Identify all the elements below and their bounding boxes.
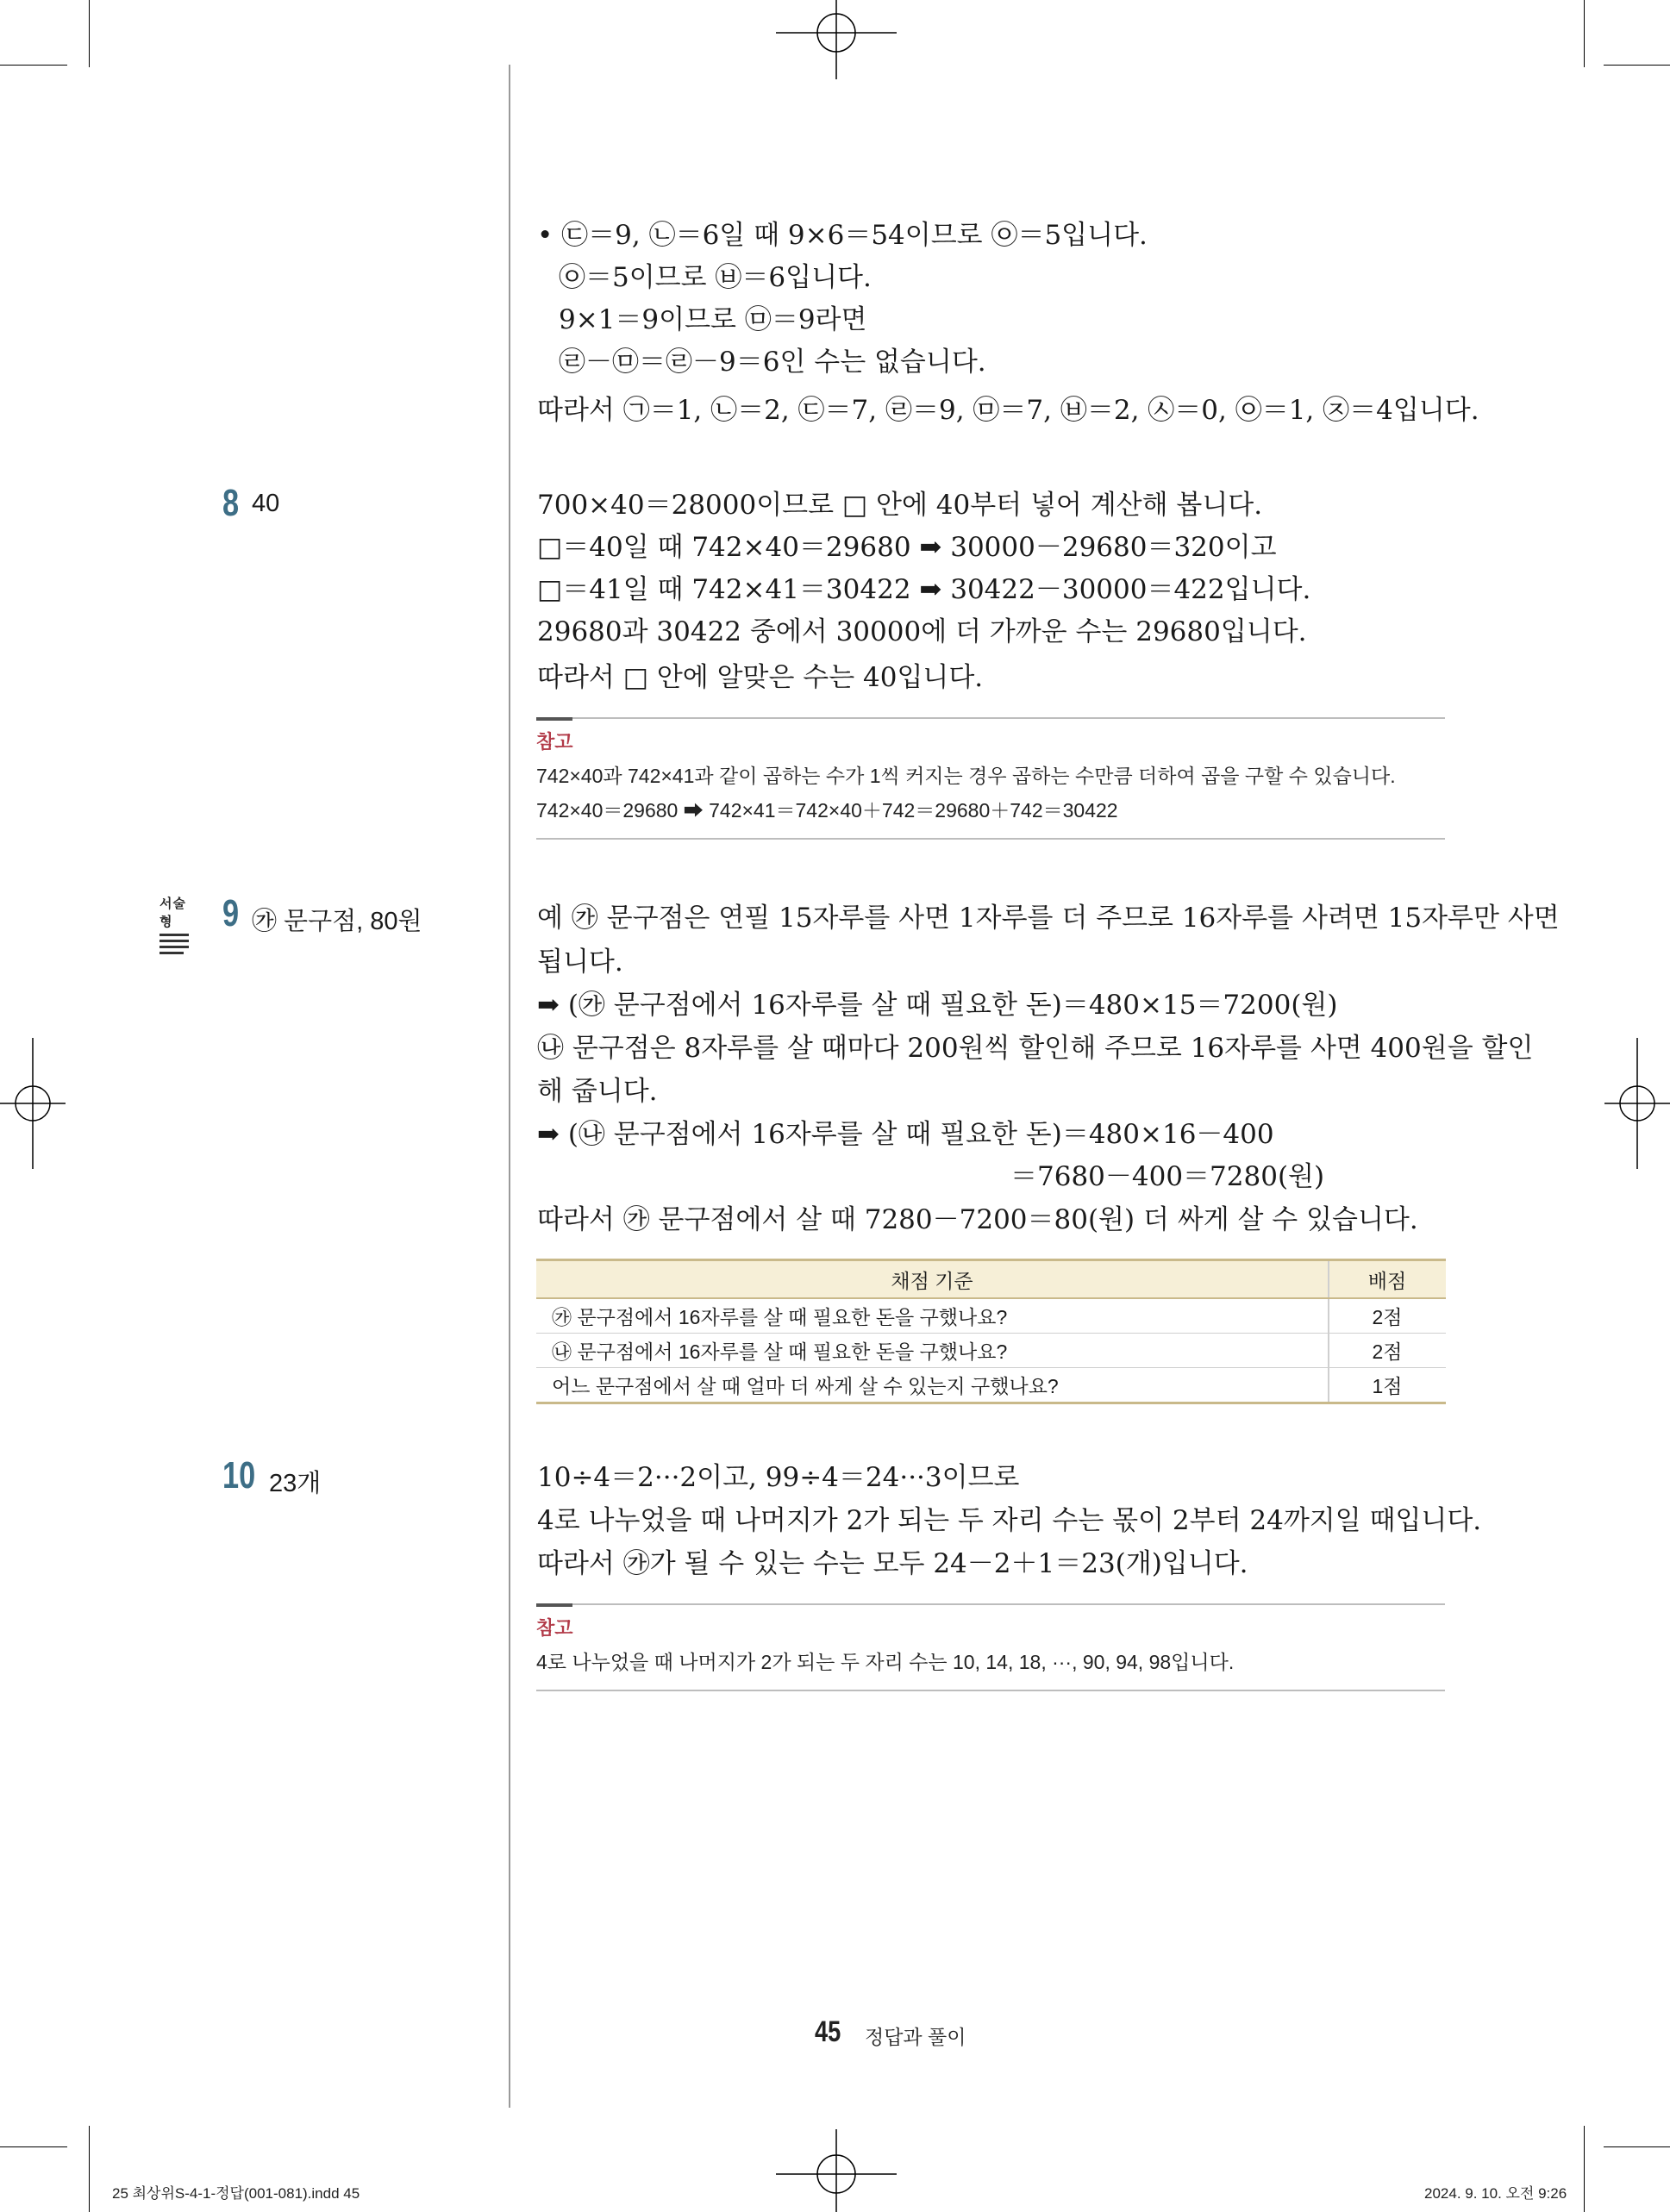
page-number: 45 — [815, 2015, 841, 2048]
crop-mark — [1604, 65, 1670, 66]
note-label: 참고 — [536, 731, 573, 753]
crop-mark — [89, 0, 90, 67]
solution-line: ㉧＝5이므로 ㉥＝6입니다. — [559, 262, 872, 293]
scoring-points: 1점 — [1329, 1368, 1446, 1403]
note-line: 742×40＝29680 ➡ 742×41＝742×40＋742＝29680＋742＝30422 — [536, 799, 1118, 822]
question-answer: ㉮ 문구점, 80원 — [252, 908, 422, 935]
question-number: 8 — [222, 482, 240, 524]
registration-mark-left — [0, 1034, 69, 1172]
solution-line: 따라서 ㉠＝1, ㉡＝2, ㉢＝7, ㉣＝9, ㉤＝7, ㉥＝2, ㉦＝0, ㉧＝1, ㉨＝4입니다. — [537, 395, 1479, 426]
crop-mark — [0, 2146, 67, 2147]
solution-line: ㉣－㉤＝㉣－9＝6인 수는 없습니다. — [559, 347, 986, 378]
table-row — [536, 1298, 1446, 1334]
solution-line: 예 ㉮ 문구점은 연필 15자루를 사면 1자루를 더 주므로 16자루를 사려면 15자루만 사면 — [537, 903, 1560, 934]
crop-mark — [1604, 2146, 1670, 2147]
solution-line: □＝41일 때 742×41＝30422 ➡ 30422－30000＝422입니다. — [537, 574, 1311, 605]
solution-line: ㉯ 문구점은 8자루를 살 때마다 200원씩 할인해 주므로 16자루를 사면 400원을 할인 — [537, 1033, 1534, 1064]
essay-badge — [159, 894, 189, 954]
solution-line: ➡ (㉮ 문구점에서 16자루를 살 때 필요한 돈)＝480×15＝7200(원) — [537, 990, 1338, 1021]
question-number: 9 — [222, 892, 240, 934]
reference-note — [536, 1603, 1445, 1691]
scoring-points: 2점 — [1329, 1334, 1446, 1368]
column-divider — [509, 65, 510, 2108]
solution-line: • ㉢＝9, ㉡＝6일 때 9×6＝54이므로 ㉧＝5입니다. — [537, 220, 1148, 251]
registration-mark-bottom — [767, 2126, 905, 2212]
note-line: 4로 나누었을 때 나머지가 2가 되는 두 자리 수는 10, 14, 18, ···, 90, 94, 98입니다. — [536, 1651, 1235, 1673]
crop-mark — [89, 2126, 90, 2212]
crop-mark — [0, 65, 67, 66]
table-row — [536, 1368, 1446, 1403]
registration-mark-right — [1601, 1034, 1670, 1172]
scoring-criteria: ㉮ 문구점에서 16자루를 살 때 필요한 돈을 구했나요? — [536, 1298, 1329, 1334]
footer-file-name: 25 최상위S-4-1-정답(001-081).indd 45 — [112, 2185, 360, 2202]
question-number: 10 — [222, 1454, 256, 1497]
solution-line: ＝7680－400＝7280(원) — [1010, 1161, 1325, 1192]
solution-line: 따라서 ㉮ 문구점에서 살 때 7280－7200＝80(원) 더 싸게 살 수 있습니다. — [537, 1204, 1418, 1235]
scoring-criteria: ㉯ 문구점에서 16자루를 살 때 필요한 돈을 구했나요? — [536, 1334, 1329, 1368]
solution-line: 700×40＝28000이므로 □ 안에 40부터 넣어 계산해 봅니다. — [537, 490, 1263, 521]
scoring-criteria: 어느 문구점에서 살 때 얼마 더 싸게 살 수 있는지 구했나요? — [536, 1368, 1329, 1403]
solution-line: ➡ (㉯ 문구점에서 16자루를 살 때 필요한 돈)＝480×16－400 — [537, 1119, 1274, 1150]
solution-line: 9×1＝9이므로 ㉤＝9라면 — [559, 304, 867, 335]
scoring-points: 2점 — [1329, 1298, 1446, 1334]
solution-line: 해 줍니다. — [537, 1076, 658, 1107]
scoring-header-criteria: 채점 기준 — [536, 1260, 1329, 1299]
solution-line: 따라서 ㉮가 될 수 있는 수는 모두 24－2＋1＝23(개)입니다. — [537, 1548, 1248, 1579]
table-row — [536, 1334, 1446, 1368]
crop-mark — [1584, 2126, 1585, 2212]
scoring-table — [536, 1259, 1446, 1404]
crop-mark — [1584, 0, 1585, 67]
footer-datetime: 2024. 9. 10. 오전 9:26 — [1424, 2185, 1567, 2202]
solution-line: 10÷4＝2···2이고, 99÷4＝24···3이므로 — [537, 1462, 1020, 1493]
solution-line: 29680과 30422 중에서 30000에 더 가까운 수는 29680입니다. — [537, 616, 1307, 647]
scoring-header-points: 배점 — [1329, 1260, 1446, 1299]
registration-mark-top — [767, 0, 905, 86]
question-answer: 40 — [252, 490, 280, 517]
reference-note — [536, 717, 1445, 840]
solution-line: □＝40일 때 742×40＝29680 ➡ 30000－29680＝320이고 — [537, 532, 1277, 563]
solution-line: 됩니다. — [537, 947, 623, 978]
solution-line: 4로 나누었을 때 나머지가 2가 되는 두 자리 수는 몫이 2부터 24까지일 때입니다. — [537, 1505, 1482, 1536]
essay-badge-label: 서술형 — [159, 897, 186, 929]
note-line: 742×40과 742×41과 같이 곱하는 수가 1씩 커지는 경우 곱하는 수만큼 더하여 곱을 구할 수 있습니다. — [536, 765, 1396, 787]
question-answer: 23개 — [269, 1470, 322, 1497]
page-section-label: 정답과 풀이 — [865, 2026, 966, 2048]
solution-line: 따라서 □ 안에 알맞은 수는 40입니다. — [537, 662, 984, 693]
note-label: 참고 — [536, 1617, 573, 1639]
